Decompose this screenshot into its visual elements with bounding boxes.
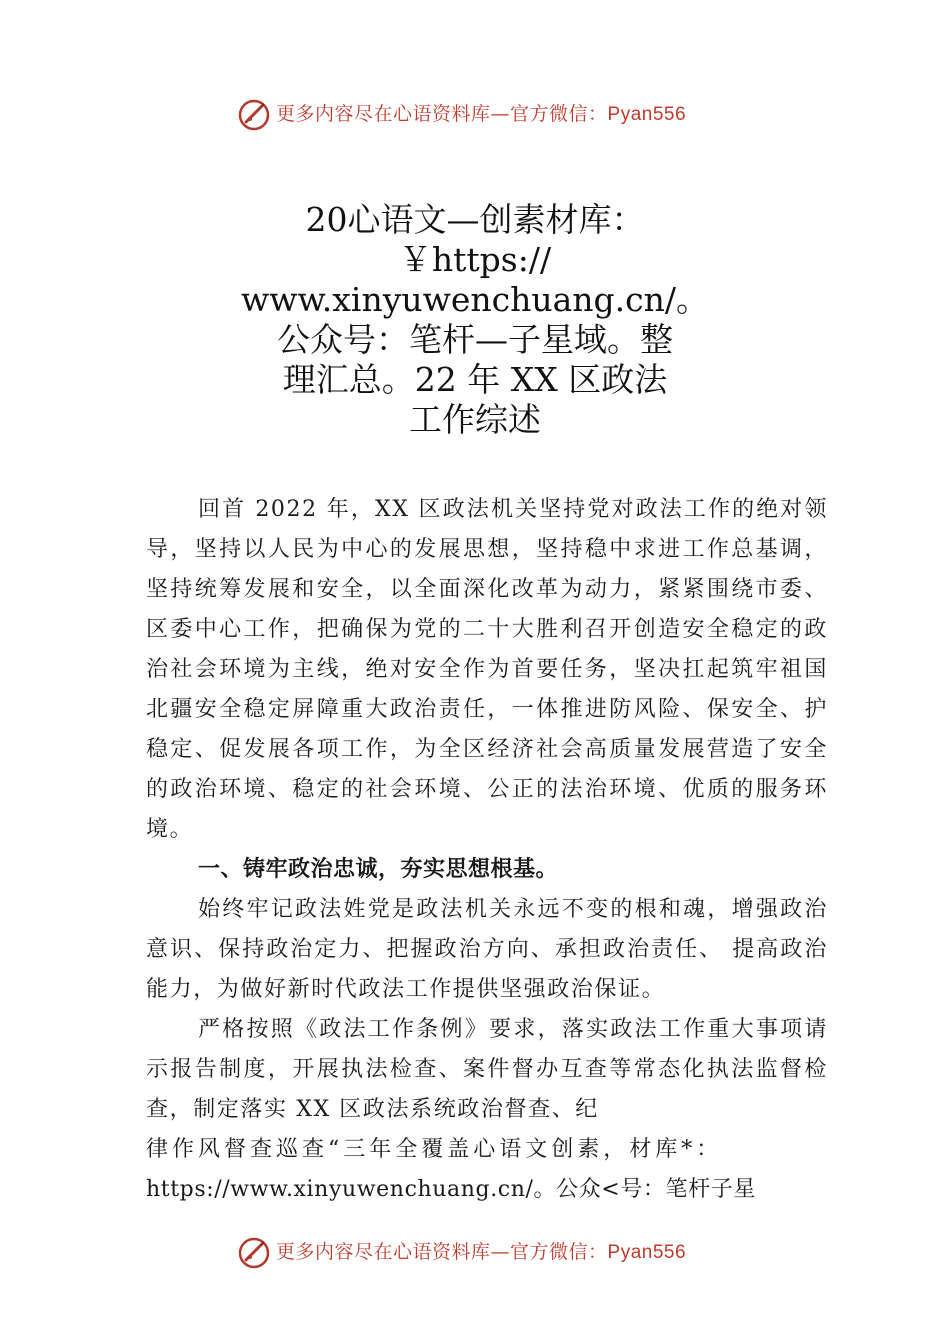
title-line: 理汇总。22 年 XX 区政法 [282, 360, 668, 399]
section-heading: 一、铸牢政治忠诚，夯实思想根基。 [198, 857, 559, 882]
banner-text [276, 1239, 686, 1266]
pen-seal-icon [237, 1236, 271, 1270]
banner-label: 更多内容尽在心语资料库—官方微信： [276, 1241, 608, 1263]
banner-label: 更多内容尽在心语资料库—官方微信： [276, 103, 608, 125]
title-line: www.xinyuwenchuang.cn/。 [240, 280, 710, 319]
paragraph: 始终牢记政法姓党是政法机关永远不变的根和魂，增强政治意识、保持政治定力、把握政治方向、承担政治责任、 提高政治能力，为做好新时代政法工作提供坚强政治保证。 [146, 897, 828, 1002]
pen-seal-icon [237, 98, 271, 132]
wechat-handle: Pyan556 [607, 104, 687, 125]
footer-banner [0, 1233, 950, 1273]
title-line: 工作综述 [409, 400, 541, 439]
paragraph: 严格按照《政法工作条例》要求，落实政法工作重大事项请示报告制度，开展执法检查、案件督办互查等常态化执法监督检查，制定落实 XX 区政法系统政治督查、纪 [146, 1017, 828, 1122]
header-banner [0, 95, 950, 135]
title-line: 公众号：笔杆—子星域。整 [277, 320, 673, 359]
paragraph-intro: 回首 2022 年，XX 区政法机关坚持党对政法工作的绝对领导，坚持以人民为中心的发展思想，坚持稳中求进工作总基调，坚持统筹发展和安全，以全面深化改革为动力，紧紧围绕市委、区委中心工作，把确保为党的二十大胜利召开创造安全稳定的政治社会环境为主线，绝对安全作为首要任务，坚决扛起筑牢祖国北疆安全稳定屏障重大政治责任，一体推进防风险、保安全、护稳定、促发展各项工作，为全区经济社会高质量发展营造了安全的政治环境、稳定的社会环境、公正的法治环境、优质的服务环境。 [146, 497, 828, 842]
wechat-handle: Pyan556 [607, 1242, 687, 1263]
banner-text [276, 101, 686, 128]
title-line: 20心语文—创素材库： [305, 200, 645, 239]
page-title [240, 200, 710, 440]
title-line: ￥https:// [398, 240, 552, 279]
document-body [146, 490, 828, 1210]
paragraph-line: 律作风督查巡查“三年全覆盖心语文创素，材库*： [146, 1137, 723, 1162]
paragraph-line: https://www.xinyuwenchuang.cn/。公众<号：笔杆子星 [146, 1177, 756, 1202]
